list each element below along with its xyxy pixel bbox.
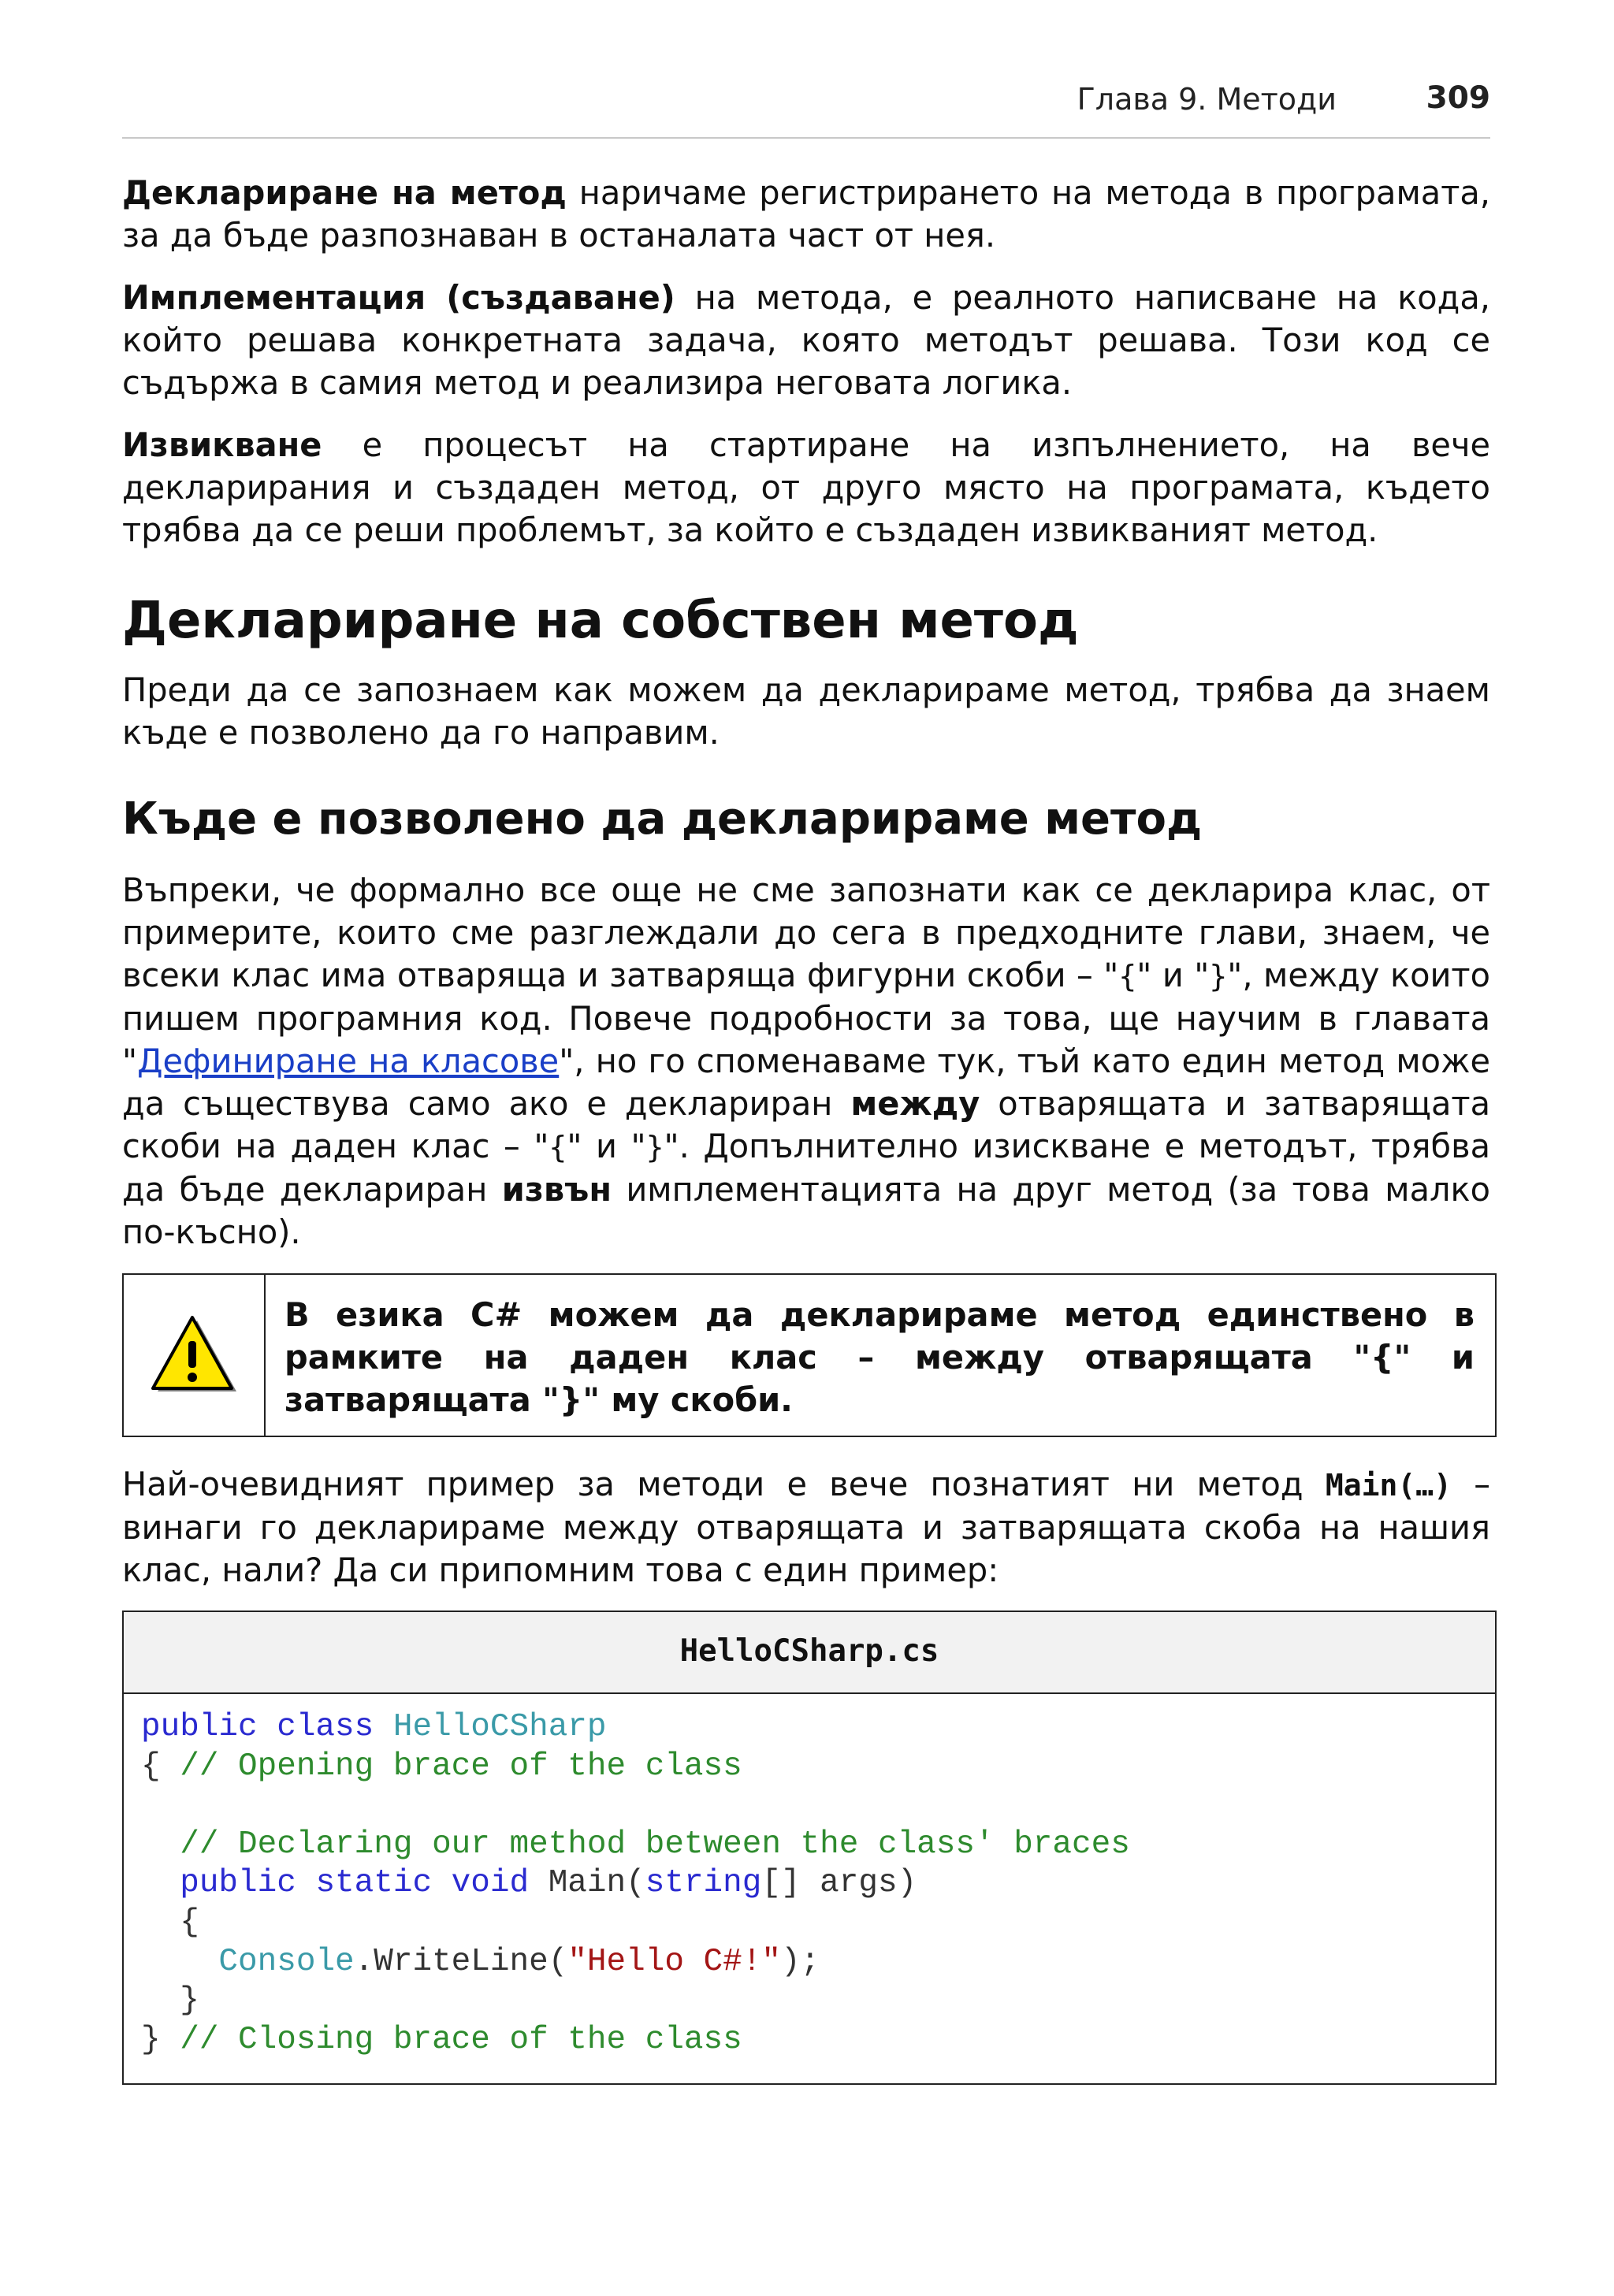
warning-icon-cell [124, 1275, 266, 1436]
code-brace: } [180, 1982, 199, 2019]
code-comment: // Declaring our method between the class' braces [180, 1826, 1130, 1863]
inline-code-main: Main(…) [1325, 1468, 1452, 1503]
section-heading: Деклариране на собствен метод [122, 592, 1079, 650]
paragraph-implementation [122, 277, 1490, 404]
paragraph-text: е процесът на стартиране на изпълнението, на вече декларирания и създаден метод, от друго място на програмата, където трябва да се реши проблемът, за който е създаден извикваният метод. [122, 425, 1490, 549]
paragraph-where-allowed [122, 869, 1490, 1254]
emphasis-between: между [850, 1084, 980, 1123]
code-keyword: public static void [180, 1865, 530, 1902]
code-type: HelloCSharp [392, 1709, 607, 1745]
code-string: "Hello C#!" [567, 1943, 781, 1980]
term-invocation: Извикване [122, 425, 322, 464]
code-method: Main( [548, 1865, 645, 1902]
text-run: " и " [567, 1127, 646, 1165]
chapter-title: Глава 9. Методи [1077, 82, 1337, 117]
text-run: отварящата и затварящата скоби на даден клас – " [122, 1084, 1490, 1165]
paragraph-main-example [122, 1463, 1490, 1592]
warning-box [122, 1273, 1497, 1437]
paragraph-invocation [122, 424, 1490, 552]
text-run: ", между които пишем програмния код. Повече подробности за това, ще научим в главата " [122, 956, 1490, 1080]
code-brace: { [1118, 959, 1137, 994]
paragraph-intro: Преди да се запознаем как можем да декларираме метод, трябва да знаем къде е позволено да го направим. [122, 671, 1490, 752]
code-listing [122, 1611, 1497, 2085]
code-filename: HelloCSharp.cs [124, 1612, 1495, 1694]
code-brace: { [141, 1748, 161, 1785]
code-brace: { [549, 1130, 567, 1165]
term-implementation: Имплементация (създаване) [122, 278, 675, 317]
code-keyword: public class [141, 1709, 374, 1745]
text-run: – винаги го декларираме между отварящата и затварящата скоба на нашия клас, нали? Да си припомним това с един пример: [122, 1465, 1490, 1589]
text-run: ". Допълнително изискване е методът, трябва да бъде деклариран [122, 1127, 1491, 1209]
paragraph-declaration [122, 172, 1490, 257]
page-header [122, 82, 1490, 139]
code-brace: } [645, 1130, 664, 1165]
page-number: 309 [1426, 80, 1490, 116]
term-declaration: Деклариране на метод [122, 173, 567, 212]
text-run: Най-очевидният пример за методи е вече познатият ни метод [122, 1465, 1326, 1503]
text-run: Въпреки, че формално все още не сме запознати как се декларира клас, от примерите, които сме разглеждали до сега в предходните глави, знаем, че всеки клас има отваряща и затваряща фигурни скоби – " [122, 871, 1490, 994]
code-keyword: string [645, 1865, 762, 1902]
chapter-link[interactable]: Дефиниране на класове [137, 1042, 560, 1080]
code-brace: { [180, 1904, 199, 1941]
warning-text: В езика C# можем да декларираме метод единствено в рамките на даден клас – между отварящата "{" и затварящата "}" му скоби. [284, 1295, 1475, 1419]
code-brace: } [141, 2021, 161, 2058]
text-run: " и " [1136, 956, 1210, 994]
subsection-heading: Къде е позволено да декларираме метод [122, 793, 1203, 845]
paragraph-text: наричаме регистрирането на метода в програмата, за да бъде разпознаван в останалата част от нея. [122, 173, 1490, 254]
code-body [124, 1694, 1495, 2060]
code-text: [] args) [761, 1865, 917, 1902]
code-text: .WriteLine( [354, 1943, 568, 1980]
code-type: Console [218, 1943, 355, 1980]
text-run: ", но го споменаваме тук, тъй като един метод може да съществува само ако е деклариран [122, 1042, 1490, 1123]
code-brace: } [1209, 959, 1228, 994]
warning-icon [148, 1314, 240, 1396]
code-comment: // Closing brace of the class [180, 2021, 742, 2058]
code-comment: // Opening brace of the class [180, 1748, 742, 1785]
code-text: ); [780, 1943, 820, 1980]
text-run: имплементацията на друг метод (за това малко по-късно). [122, 1170, 1490, 1251]
paragraph-text: на метода, е реалното написване на кода, който решава конкретната задача, която методът решава. Този код се съдържа в самия метод и реализира неговата логика. [122, 278, 1490, 402]
emphasis-outside: извън [501, 1170, 612, 1209]
